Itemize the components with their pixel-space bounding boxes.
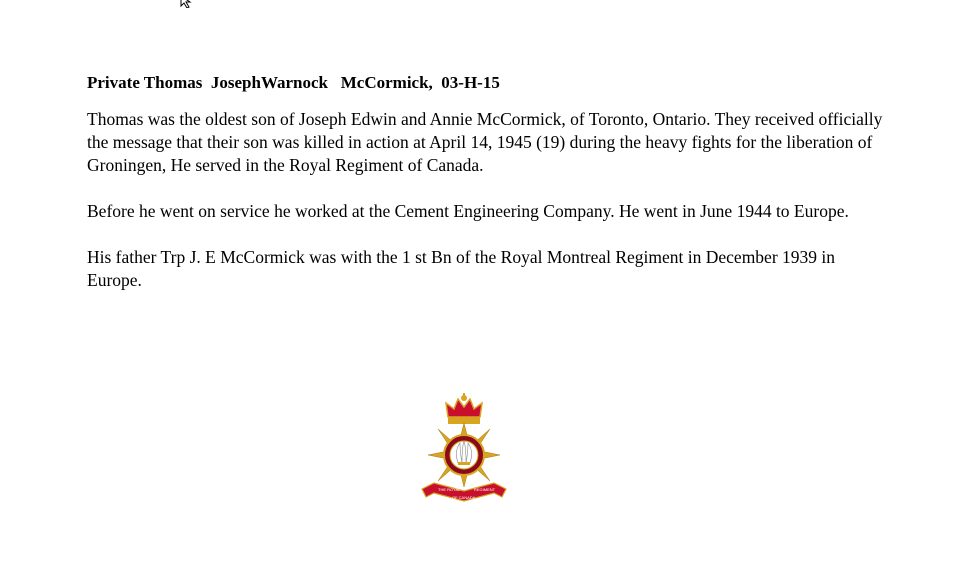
paragraph-employment: Before he went on service he worked at the Cement Engineering Company. He went in June 1944 to Europe. bbox=[87, 201, 849, 221]
scroll-text-right: REGIMENT bbox=[474, 487, 496, 492]
paragraph-family-and-death: Thomas was the oldest son of Joseph Edwin and Annie McCormick, of Toronto, Ontario. They received officially the message that their son was killed in action at April 14, 1945 (19) during the heavy fights for the liberation of Groningen, He served in the Royal Regiment of Canada. bbox=[87, 109, 883, 175]
paragraph-father-service: His father Trp J. E McCormick was with the 1 st Bn of the Royal Montreal Regiment in December 1939 in Europe. bbox=[87, 247, 836, 290]
scroll-text-left: THE ROYAL bbox=[438, 487, 461, 492]
document-body bbox=[87, 71, 887, 315]
regimental-badge-icon bbox=[418, 393, 510, 510]
mouse-pointer-icon bbox=[180, 0, 194, 8]
document-title: Private Thomas JosephWarnock McCormick, 03-H-15 bbox=[87, 73, 500, 92]
scroll-text-bottom: OF CANADA bbox=[452, 495, 476, 500]
crown-icon bbox=[446, 393, 482, 424]
